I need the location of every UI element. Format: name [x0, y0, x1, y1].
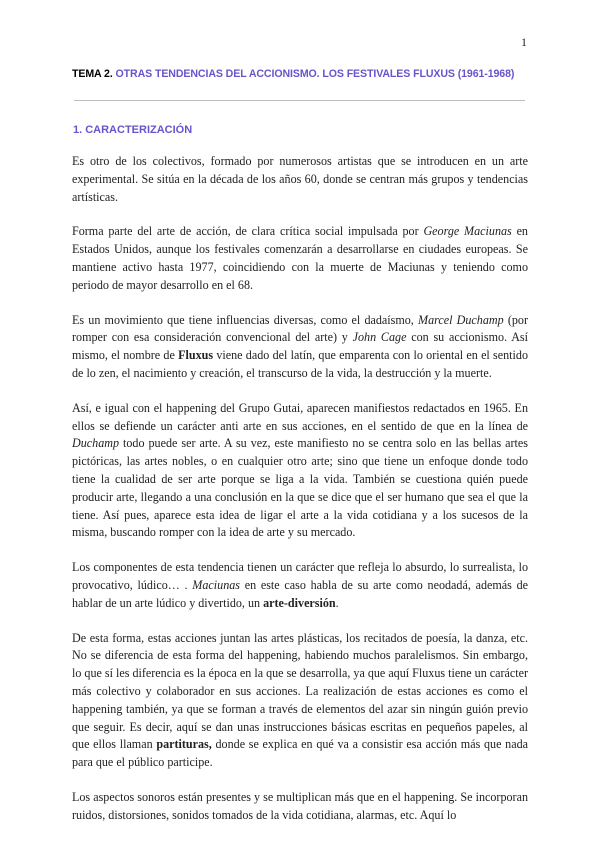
paragraph-6: De esta forma, estas acciones juntan las artes plásticas, los recitados de poesía, la danza, etc. No se diferencia de esta forma del happening, habiendo muchos paralelismos. Sin embargo, lo que sí les diferencia es la época en la que se desarrolla, ya que aquí Fluxus tiene un carácter más colectivo y colaborador en sus acciones. La realización de estas acciones es como el happening también, ya que se forman a través de elementos del azar sin ningún guión previo que seguir. Es decir, aquí se dan unas instrucciones básicas escritas en pequeños papeles, al que ellos llaman partituras, donde se explica en qué va a consistir esa acción más que nada para que el público participe.: [72, 630, 529, 770]
page-number: 1: [521, 35, 527, 49]
name-maciunas: Maciunas: [192, 577, 240, 592]
term-arte-diversion: arte-diversión: [263, 595, 336, 610]
paragraph-4: Así, e igual con el happening del Grupo Gutai, aparecen manifiestos redactados en 1965. En ellos se defiende un carácter anti arte en sus acciones, en el sentido de que en la línea de Duchamp todo puede ser arte. A su vez, este manifiesto no se centra solo en las bellas artes pictóricas, las artes nobles, o en cualquier otro arte; sino que tiene un enfoque donde todo tiene la cualidad de ser arte porque se liga a la vida. También se cuestiona quién puede producir arte, llegando a una conclusión en la que se dice que el ser humano que sea el que la tiene. Así pues, aparece esta idea de ligar el arte a la vida cotidiana y a los sucesos de la misma, buscando romper con la idea de arte y su mercado.: [72, 400, 528, 540]
term-partituras: partituras,: [156, 737, 212, 752]
name-marcel-duchamp: Marcel Duchamp: [418, 312, 504, 327]
name-george-maciunas: George Maciunas: [423, 224, 512, 239]
title-divider: [74, 100, 525, 101]
document-title: [72, 68, 528, 80]
name-duchamp: Duchamp: [72, 436, 120, 451]
title-label: TEMA 2.: [72, 68, 113, 80]
section-heading: 1. CARACTERIZACIÓN: [73, 124, 193, 136]
term-fluxus: Fluxus: [178, 348, 214, 363]
paragraph-3: Es un movimiento que tiene influencias diversas, como el dadaísmo, Marcel Duchamp (por romper con esa consideración convencional del arte) y John Cage con su accionismo. Así mismo, el nombre de Fluxus viene dado del latín, que emparenta con lo oriental en el sentido de lo zen, el nacimiento y creación, el transcurso de la vida, la destrucción y la muerte.: [72, 312, 528, 380]
paragraph-5: Los componentes de esta tendencia tienen un carácter que refleja lo absurdo, lo surrealista, lo provocativo, lúdico… . Maciunas en este caso habla de su arte como neodadá, además de hablar de un arte lúdico y divertido, un arte-diversión.: [72, 560, 528, 610]
title-text: OTRAS TENDENCIAS DEL ACCIONISMO. LOS FESTIVALES FLUXUS (1961-1968): [115, 68, 515, 80]
paragraph-1: Es otro de los colectivos, formado por numerosos artistas que se introducen en un arte experimental. Se sitúa en la década de los años 60, donde se centran más grupos y tendencias artísticas.: [72, 154, 528, 204]
paragraph-7: Los aspectos sonoros están presentes y se multiplican más que en el happening. Se incorporan ruidos, distorsiones, sonidos tomados de la vida cotidiana, alarmas, etc. Aquí lo: [72, 789, 528, 822]
document-body: [72, 153, 528, 842]
paragraph-2: Forma parte del arte de acción, de clara crítica social impulsada por George Maciunas en Estados Unidos, aunque los festivales comenzarán a desarrollarse en ciudades europeas. Se mantiene activo hasta 1977, coincidiendo con la muerte de Maciunas y teniendo como periodo de mayor desarrollo en el 68.: [72, 224, 528, 292]
name-john-cage: John Cage: [352, 330, 407, 345]
